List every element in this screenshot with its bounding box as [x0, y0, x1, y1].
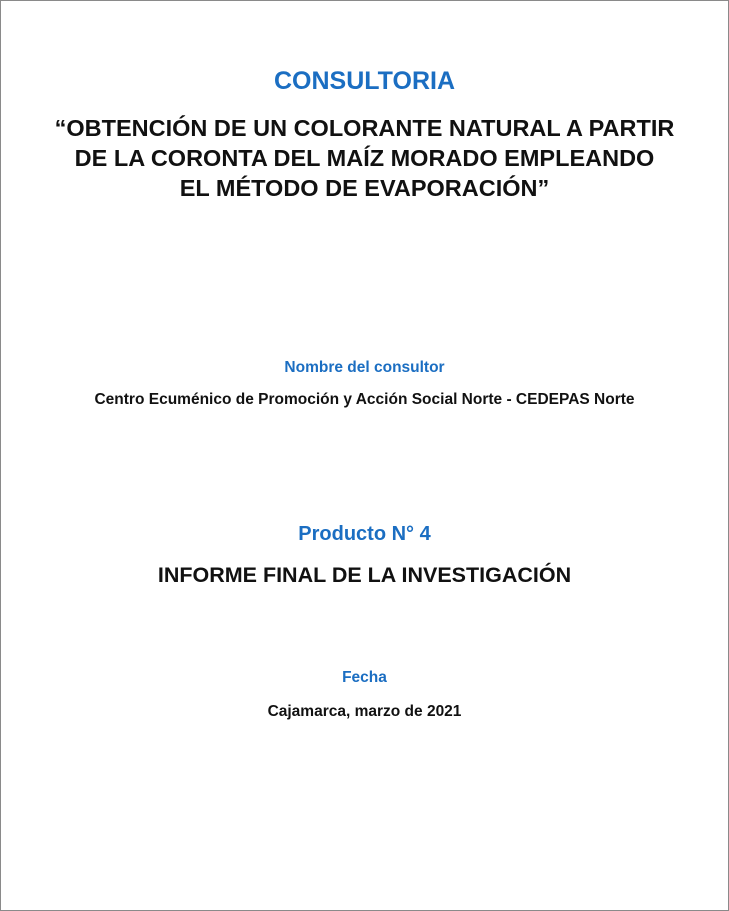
- document-type-heading: CONSULTORIA: [273, 67, 456, 95]
- date-label: Fecha: [342, 669, 387, 686]
- consultant-label: Nombre del consultor: [284, 359, 445, 376]
- product-label: Producto N° 4: [298, 523, 431, 545]
- title-line-1: “OBTENCIÓN DE UN COLORANTE NATURAL A PARTIR: [54, 115, 675, 141]
- consultant-name: Centro Ecuménico de Promoción y Acción Social Norte - CEDEPAS Norte: [94, 391, 635, 408]
- title-line-3: EL MÉTODO DE EVAPORACIÓN”: [179, 175, 550, 201]
- title-line-2: DE LA CORONTA DEL MAÍZ MORADO EMPLEANDO: [74, 145, 655, 171]
- date-value: Cajamarca, marzo de 2021: [267, 703, 462, 720]
- product-title: INFORME FINAL DE LA INVESTIGACIÓN: [157, 563, 572, 587]
